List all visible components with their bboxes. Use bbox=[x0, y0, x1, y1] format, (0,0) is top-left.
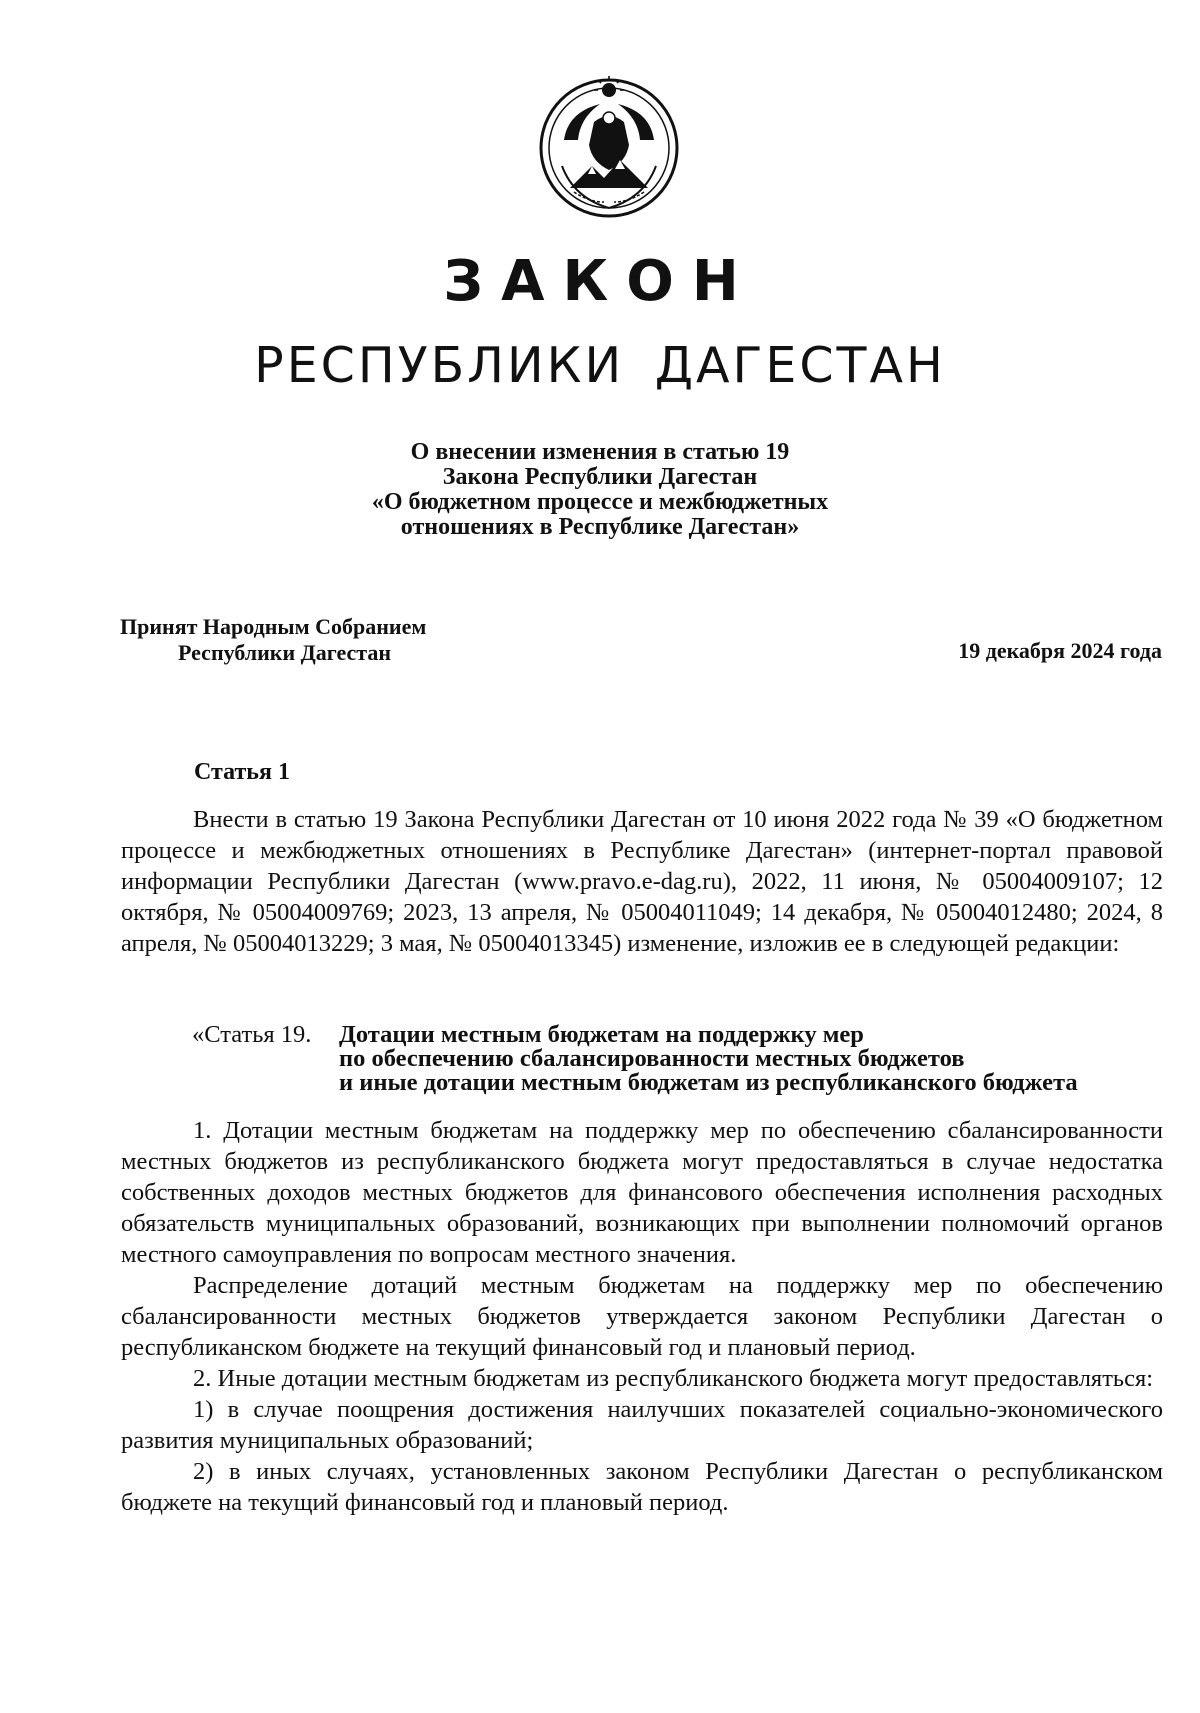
law-title-line: «О бюджетном процессе и межбюджетных bbox=[371, 489, 829, 515]
article-19-paragraph: 2. Иные дотации местным бюджетам из республиканского бюджета могут предоставляться: bbox=[193, 1365, 1154, 1392]
article-19-paragraph: 1) в случае поощрения достижения наилучших показателей социально-экономического развития муниципальных образований; bbox=[121, 1396, 1163, 1454]
article-1-heading: Статья 1 bbox=[194, 759, 290, 785]
article-19-title bbox=[339, 1023, 1078, 1095]
article-19-paragraph: Распределение дотаций местным бюджетам на поддержку мер по обеспечению сбалансированности местных бюджетов утверждается законом Республики Дагестан о республиканском бюджете на текущий финансовый год и плановый период. bbox=[121, 1272, 1163, 1361]
law-title bbox=[250, 440, 950, 540]
adoption-authority-line: Республики Дагестан bbox=[178, 640, 392, 665]
adoption-authority-line: Принят Народным Собранием bbox=[120, 614, 427, 639]
article-19-body bbox=[121, 1115, 1163, 1518]
law-header-title: ЗАКОН bbox=[443, 249, 757, 314]
article-19-paragraph: 1. Дотации местным бюджетам на поддержку мер по обеспечению сбалансированности местных бюджетов из республиканского бюджета могут предоставляться в случае недостатка собственных доходов местных бюджетов для финансового обеспечения исполнения расходных обязательств муниципальных образований, возникающих при выполнении полномочий органов местного самоуправления по вопросам местного значения. bbox=[121, 1117, 1163, 1268]
article-19-label: «Статья 19. bbox=[192, 1021, 312, 1048]
article-19-paragraph: 2) в иных случаях, установленных законом Республики Дагестан о республиканском бюджете на текущий финансовый год и плановый период. bbox=[121, 1458, 1163, 1516]
adoption-date: 19 декабря 2024 года bbox=[958, 638, 1162, 663]
article-1-paragraph: Внести в статью 19 Закона Республики Дагестан от 10 июня 2022 года № 39 «О бюджетном процессе и межбюджетных отношениях в Республике Дагестан» (интернет-портал правовой информации Республики Дагестан (www.pravo.e-dag.ru), 2022, 11 июня, № 05004009107; 12 октября, № 05004009769; 2023, 13 апреля, № 05004011049; 14 декабря, № 05004012480; 2024, 8 апреля, № 05004013229; 3 мая, № 05004013345) изменение, изложив ее в следующей редакции: bbox=[121, 806, 1163, 957]
dagestan-coat-of-arms-icon bbox=[534, 70, 684, 220]
law-title-line: отношениях в Республике Дагестан» bbox=[400, 514, 800, 540]
adoption-authority bbox=[120, 614, 426, 666]
law-title-line: О внесении изменения в статью 19 bbox=[410, 439, 790, 465]
law-title-line: Закона Республики Дагестан bbox=[442, 464, 758, 490]
law-header-subtitle: РЕСПУБЛИКИ ДАГЕСТАН bbox=[254, 337, 946, 394]
article-19-title-line: и иные дотации местным бюджетам из республиканского бюджета bbox=[339, 1069, 1078, 1096]
article-19-title-line: Дотации местным бюджетам на поддержку мер bbox=[339, 1021, 864, 1048]
article-1-body bbox=[121, 804, 1163, 959]
article-19-title-line: по обеспечению сбалансированности местных бюджетов bbox=[339, 1045, 965, 1072]
